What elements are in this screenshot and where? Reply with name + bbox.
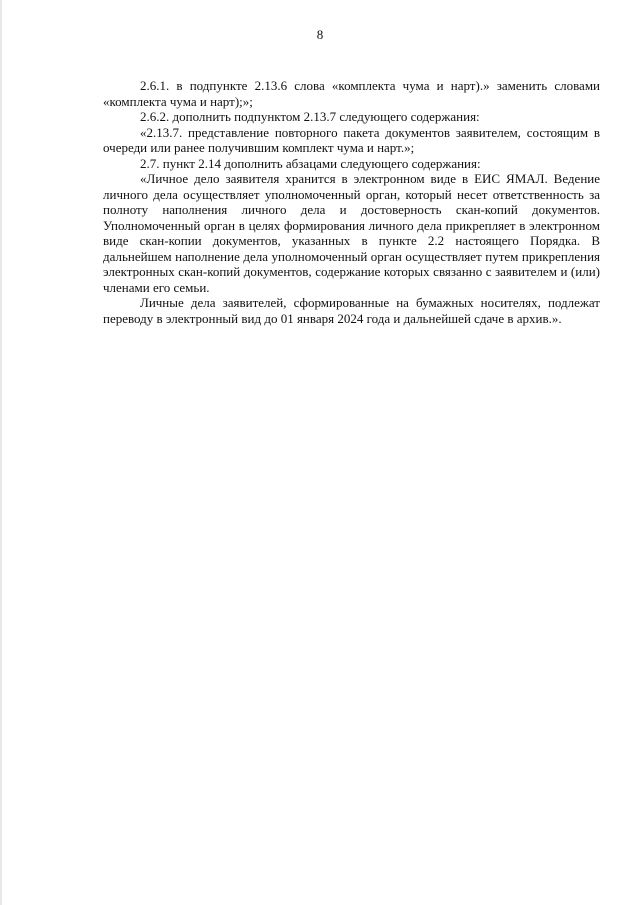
page-number: 8 [316, 27, 324, 42]
scan-edge-shadow [0, 0, 2, 905]
document-body [103, 78, 600, 326]
paragraph-paper-files-transfer: Личные дела заявителей, сформированные на бумажных носителях, подлежат переводу в электронный вид до 01 января 2024 года и дальнейшей сдаче в архив.». [103, 295, 600, 326]
paragraph-2-6-2: 2.6.2. дополнить подпунктом 2.13.7 следующего содержания: [140, 109, 480, 124]
paragraph-2-7: 2.7. пункт 2.14 дополнить абзацами следующего содержания: [140, 155, 481, 171]
paragraph-2-6-1: 2.6.1. в подпункте 2.13.6 слова «комплекта чума и нарт).» заменить словами «комплекта чума и нарт);»; [103, 78, 600, 109]
paragraph-personal-file-electronic: «Личное дело заявителя хранится в электронном виде в ЕИС ЯМАЛ. Ведение личного дела осуществляет уполномоченный орган, который несет ответственность за полноту наполнения личного дела и достоверность скан-копий документов. Уполномоченный орган в целях формирования личного дела прикрепляет в электронном виде скан-копии документов, указанных в пункте 2.2 настоящего Порядка. В дальнейшем наполнение дела уполномоченный орган осуществляет путем прикрепления электронных скан-копий документов, содержание которых связанно с заявителем и (или) членами его семьи. [103, 171, 600, 295]
paragraph-2-13-7: «2.13.7. представление повторного пакета документов заявителем, состоящим в очереди или ранее получившим комплект чума и нарт.»; [103, 124, 600, 155]
